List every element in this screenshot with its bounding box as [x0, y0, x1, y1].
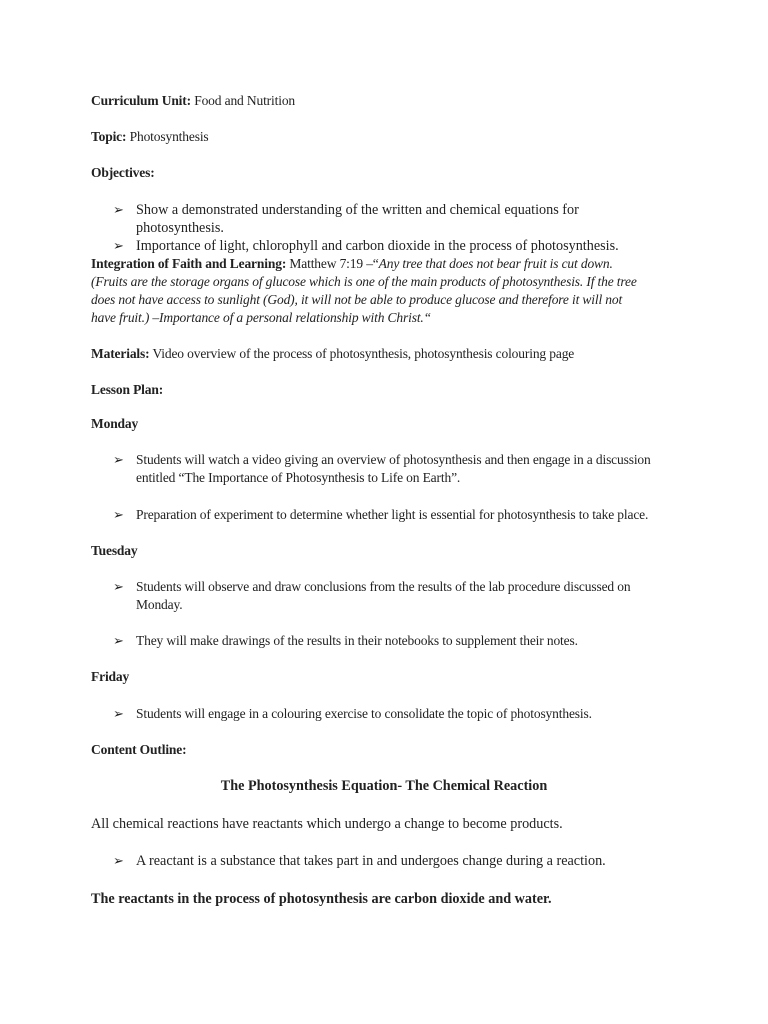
reactions-paragraph: All chemical reactions have reactants which undergo a change to become products.: [91, 816, 563, 832]
faith-line-1: [91, 255, 613, 273]
faith-line-2: (Fruits are the storage organs of glucose which is one of the main products of photosynthesis. If the tree: [91, 274, 637, 289]
topic-label: Topic:: [91, 129, 127, 144]
friday-heading: Friday: [91, 669, 130, 684]
faith-line-3: does not have access to sunlight (God), it will not be able to produce glucose and therefore it will not: [91, 292, 623, 307]
bullet-arrow-icon: ➢: [113, 579, 124, 594]
objective-1-line2: photosynthesis.: [136, 220, 224, 236]
monday-item-2-line1: Preparation of experiment to determine whether light is essential for photosynthesis to take place.: [136, 507, 649, 522]
curriculum-unit-value: Food and Nutrition: [194, 93, 296, 108]
monday-item-1-line1: Students will watch a video giving an overview of photosynthesis and then engage in a discussion: [136, 452, 651, 467]
friday-item-1-line1: Students will engage in a colouring exercise to consolidate the topic of photosynthesis.: [136, 706, 592, 721]
bullet-arrow-icon: ➢: [113, 452, 124, 467]
topic-line: [91, 128, 209, 146]
objectives-heading: Objectives:: [91, 165, 155, 180]
faith-quote: Any tree that does not bear fruit is cut down.: [378, 256, 613, 271]
tuesday-item-2-line1: They will make drawings of the results in their notebooks to supplement their notes.: [136, 633, 578, 648]
objective-2-line1: Importance of light, chlorophyll and carbon dioxide in the process of photosynthesis.: [136, 238, 619, 254]
bullet-arrow-icon: ➢: [113, 238, 124, 253]
materials-value: Video overview of the process of photosynthesis, photosynthesis colouring page: [152, 346, 575, 361]
faith-line-4: have fruit.) –Importance of a personal relationship with Christ.“: [91, 310, 431, 325]
tuesday-item-1-line2: Monday.: [136, 597, 183, 612]
topic-value: Photosynthesis: [129, 129, 209, 144]
objective-1-line1: Show a demonstrated understanding of the written and chemical equations for: [136, 202, 579, 218]
lesson-plan-heading: Lesson Plan:: [91, 382, 164, 397]
faith-label: Integration of Faith and Learning:: [91, 256, 287, 271]
bullet-arrow-icon: ➢: [113, 633, 124, 648]
reactants-statement: The reactants in the process of photosynthesis are carbon dioxide and water.: [91, 891, 552, 907]
monday-heading: Monday: [91, 416, 139, 431]
curriculum-unit-label: Curriculum Unit:: [91, 93, 191, 108]
bullet-arrow-icon: ➢: [113, 202, 124, 217]
bullet-arrow-icon: ➢: [113, 507, 124, 522]
faith-reference: Matthew 7:19 –“: [289, 256, 379, 271]
monday-item-1-line2: entitled “The Importance of Photosynthesis to Life on Earth”.: [136, 470, 461, 485]
curriculum-unit-line: [91, 92, 295, 110]
tuesday-item-1-line1: Students will observe and draw conclusions from the results of the lab procedure discussed on: [136, 579, 631, 594]
reactant-definition: A reactant is a substance that takes part in and undergoes change during a reaction.: [136, 853, 606, 869]
bullet-arrow-icon: ➢: [113, 706, 124, 721]
materials-label: Materials:: [91, 346, 150, 361]
tuesday-heading: Tuesday: [91, 543, 138, 558]
content-outline-heading: Content Outline:: [91, 742, 187, 757]
section-title: The Photosynthesis Equation- The Chemical Reaction: [220, 778, 548, 794]
materials-line: [91, 345, 574, 363]
bullet-arrow-icon: ➢: [113, 853, 124, 868]
